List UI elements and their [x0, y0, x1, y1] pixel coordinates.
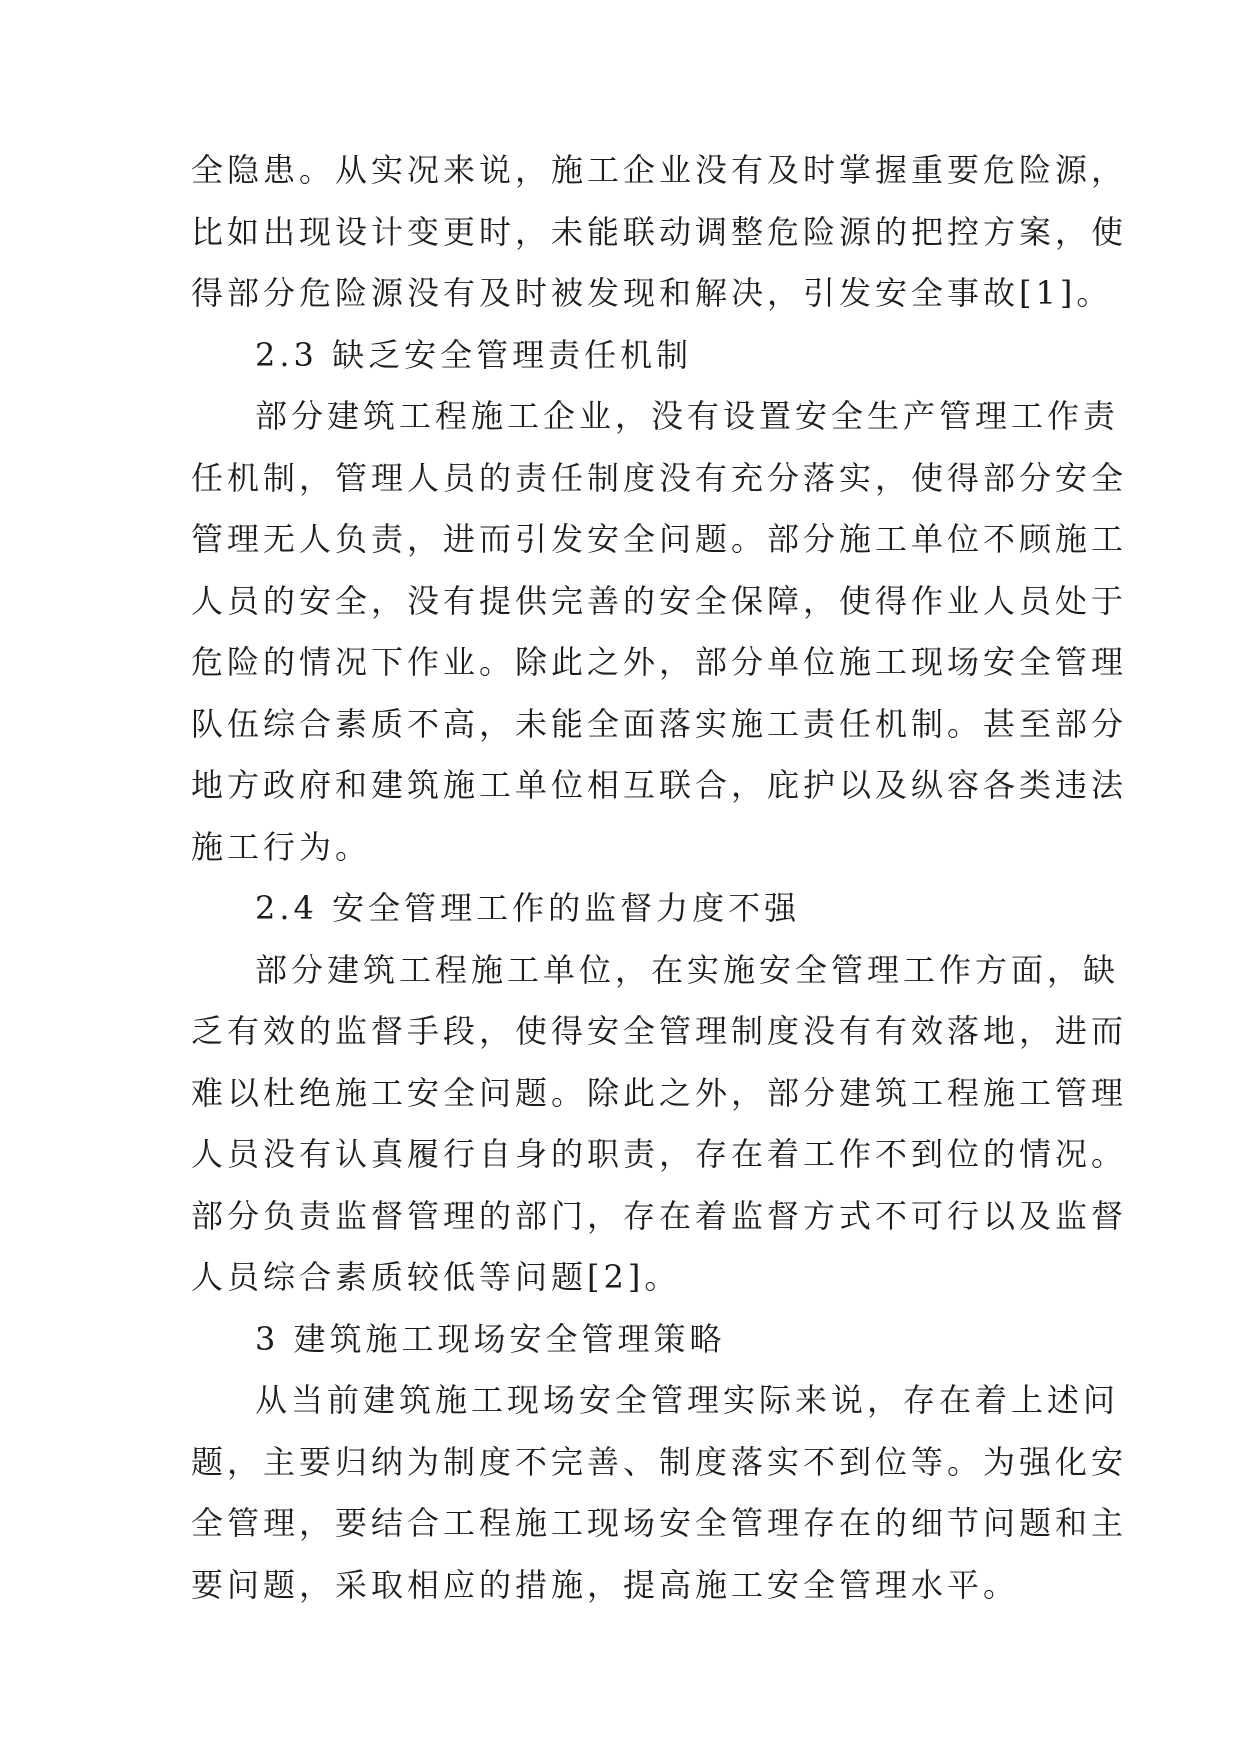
text-line: 乏有效的监督手段，使得安全管理制度没有有效落地，进而	[191, 1012, 1128, 1050]
text-line: 要问题，采取相应的措施，提高施工安全管理水平。	[191, 1565, 1020, 1604]
text-line: 部分建筑工程施工单位，在实施安全管理工作方面，缺	[255, 950, 1120, 989]
section-heading: 2.3 缺乏安全管理责任机制	[255, 335, 693, 374]
text-line: 比如出现设计变更时，未能联动调整危险源的把控方案，使	[191, 212, 1128, 251]
text-line: 全管理，要结合工程施工现场安全管理存在的细节问题和主	[191, 1504, 1128, 1542]
text-line: 得部分危险源没有及时被发现和解决，引发安全事故[1]。	[191, 274, 1113, 312]
text-line: 人员没有认真履行自身的职责，存在着工作不到位的情况。	[191, 1135, 1128, 1173]
text-line: 施工行为。	[191, 827, 372, 866]
section-heading: 2.4 安全管理工作的监督力度不强	[255, 889, 801, 927]
text-line: 部分建筑工程施工企业，没有设置安全生产管理工作责	[255, 397, 1120, 435]
document-page	[191, 140, 1128, 1616]
text-line: 队伍综合素质不高，未能全面落实施工责任机制。甚至部分	[191, 704, 1128, 743]
text-line: 从当前建筑施工现场安全管理实际来说，存在着上述问	[255, 1381, 1120, 1419]
text-line: 部分负责监督管理的部门，存在着监督方式不可行以及监督	[191, 1196, 1128, 1235]
text-line: 难以杜绝施工安全问题。除此之外，部分建筑工程施工管理	[191, 1073, 1128, 1112]
text-line: 地方政府和建筑施工单位相互联合，庇护以及纵容各类违法	[191, 766, 1128, 804]
text-line: 人员综合素质较低等问题[2]。	[191, 1258, 681, 1296]
section-heading: 3 建筑施工现场安全管理策略	[255, 1319, 726, 1358]
text-line: 任机制，管理人员的责任制度没有充分落实，使得部分安全	[191, 458, 1128, 497]
text-line: 题，主要归纳为制度不完善、制度落实不到位等。为强化安	[191, 1442, 1128, 1481]
text-line: 全隐患。从实况来说，施工企业没有及时掌握重要危险源，	[191, 151, 1128, 189]
text-line: 危险的情况下作业。除此之外，部分单位施工现场安全管理	[191, 643, 1128, 681]
text-line: 管理无人负责，进而引发安全问题。部分施工单位不顾施工	[191, 520, 1128, 558]
text-line: 人员的安全，没有提供完善的安全保障，使得作业人员处于	[191, 581, 1128, 620]
